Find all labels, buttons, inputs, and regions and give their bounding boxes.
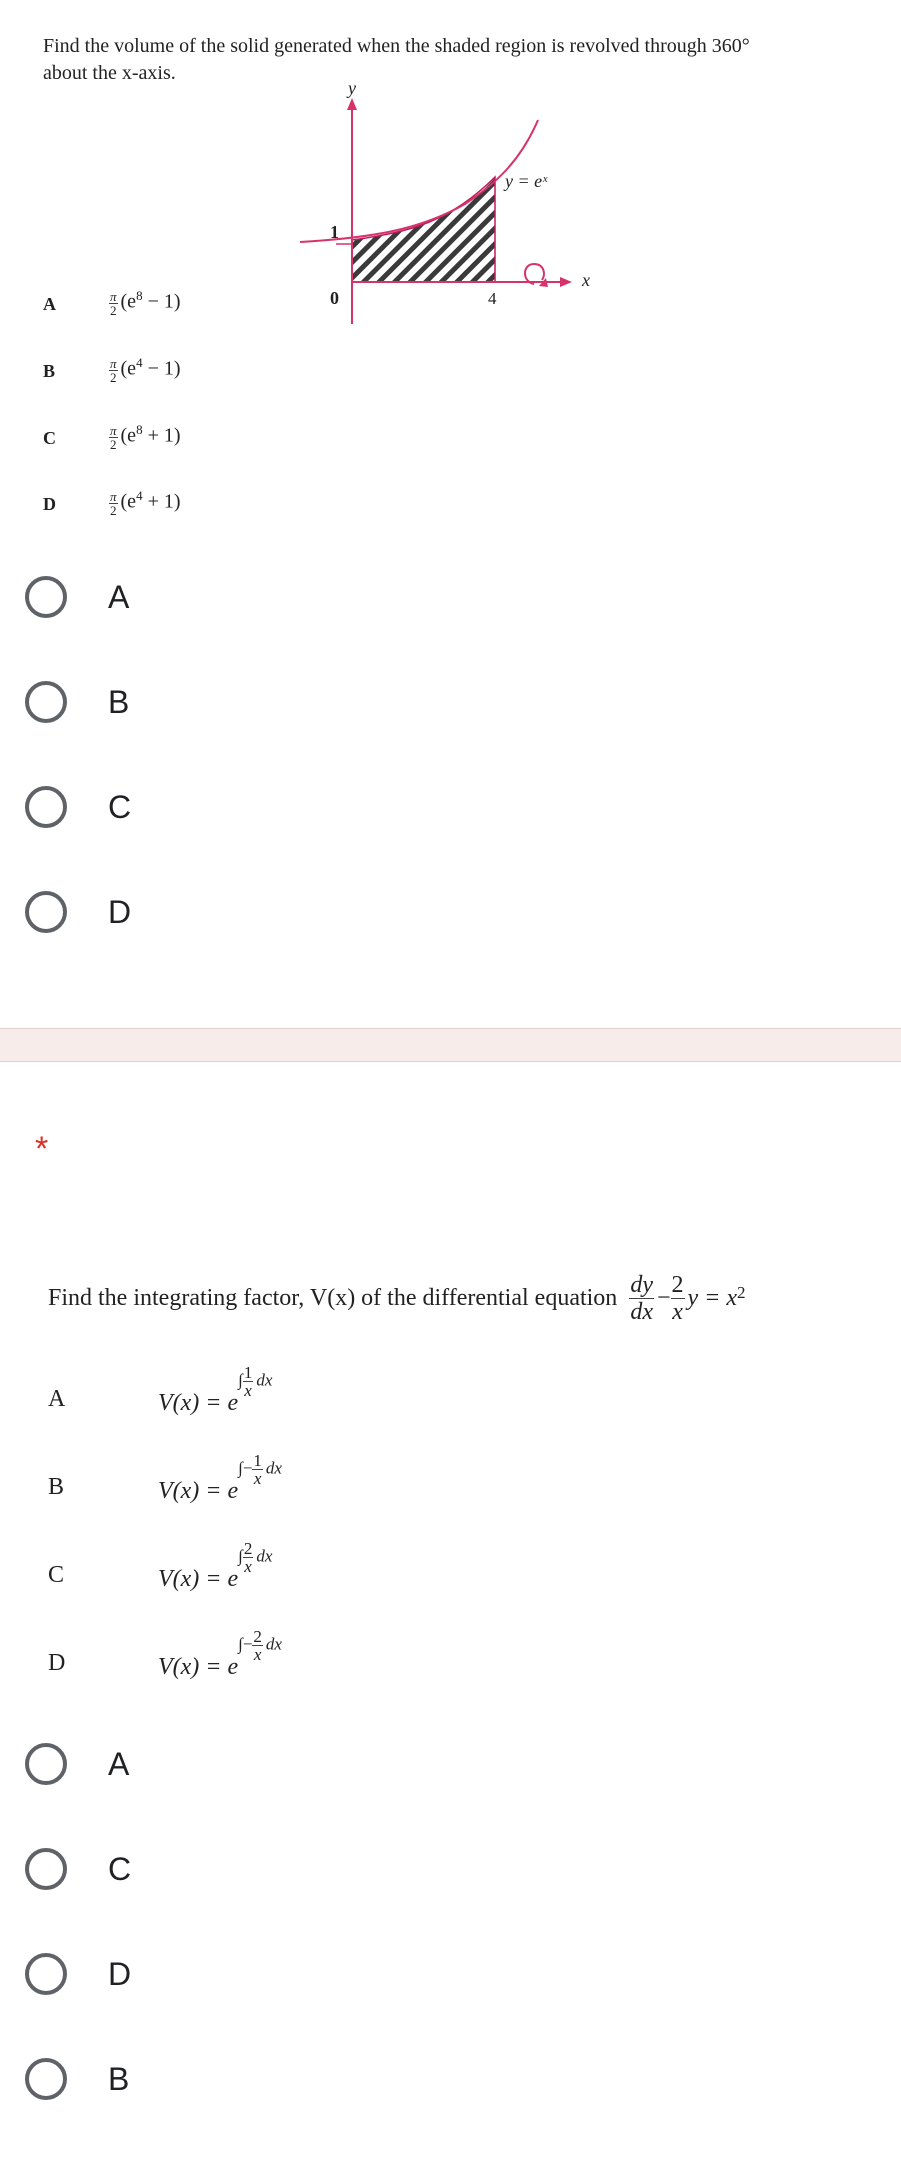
q1-choice-b[interactable] xyxy=(25,672,129,732)
y-axis-label: y xyxy=(348,78,356,98)
expr-lhs: V(x) = e xyxy=(158,1654,239,1680)
exp-sign: − xyxy=(242,1634,253,1654)
y-tick-label: 1 xyxy=(330,222,339,242)
frac-den: 2 xyxy=(110,369,117,385)
option-expression xyxy=(109,355,181,384)
radio-button[interactable] xyxy=(25,891,67,933)
exp-frac xyxy=(252,1628,263,1663)
expr-exp: 4 xyxy=(136,488,143,503)
radio-button[interactable] xyxy=(25,1953,67,1995)
radio-button[interactable] xyxy=(25,786,67,828)
exp-dx: dx xyxy=(265,1458,282,1478)
q2-option-a xyxy=(48,1360,448,1420)
q2-choice-c[interactable] xyxy=(25,1839,131,1899)
question-2-prompt: Find the integrating factor, V(x) of the differential equation xyxy=(48,1285,618,1311)
x-axis-label: x xyxy=(582,270,590,290)
integral-sign: ∫ xyxy=(238,1370,243,1390)
radio-label: C xyxy=(108,1850,132,1887)
frac-num: 2 xyxy=(243,1539,253,1558)
section-divider xyxy=(0,1028,901,1062)
frac-num: 1 xyxy=(253,1451,262,1470)
option-letter: C xyxy=(48,1562,65,1588)
x-axis-arrow-icon xyxy=(560,277,572,287)
radio-button[interactable] xyxy=(25,2058,67,2100)
pi-over-2 xyxy=(109,490,118,517)
expr-base: (e xyxy=(120,424,137,447)
expr-base: (e xyxy=(120,290,137,313)
question-2-text xyxy=(48,1272,746,1325)
option-expression xyxy=(109,488,181,517)
frac-num: π xyxy=(110,488,117,504)
integral-sign: ∫ xyxy=(238,1634,243,1654)
integral-sign: ∫ xyxy=(238,1458,243,1478)
origin-label: 0 xyxy=(330,288,339,308)
frac-den: 2 xyxy=(110,302,117,318)
frac-num: π xyxy=(110,288,117,304)
radio-button[interactable] xyxy=(25,576,67,618)
frac-num: 2 xyxy=(253,1627,262,1646)
minus-sign: − xyxy=(656,1285,671,1311)
option-letter: B xyxy=(43,361,56,381)
radio-button[interactable] xyxy=(25,1848,67,1890)
q2-choice-b[interactable] xyxy=(25,2049,129,2109)
option-expression xyxy=(109,422,181,451)
exp-frac xyxy=(252,1452,263,1487)
shaded-region xyxy=(352,177,495,282)
required-asterisk: * xyxy=(35,1130,49,1168)
radio-label: D xyxy=(108,893,132,930)
frac-den: x xyxy=(672,1299,683,1325)
frac-num: 1 xyxy=(243,1363,253,1382)
expr-tail: − 1) xyxy=(142,357,181,380)
frac-den: x xyxy=(244,1381,252,1400)
pi-over-2 xyxy=(109,424,118,451)
integral-sign: ∫ xyxy=(238,1546,243,1566)
q2-option-d xyxy=(48,1624,448,1684)
radio-label: D xyxy=(108,1955,132,1992)
expr-tail: + 1) xyxy=(142,424,181,447)
expr-tail: − 1) xyxy=(142,290,181,313)
frac-den: 2 xyxy=(110,436,117,452)
expr-exp: 8 xyxy=(136,288,143,303)
option-expression xyxy=(158,1363,273,1425)
radio-label: B xyxy=(108,683,130,720)
expr-lhs: V(x) = e xyxy=(158,1478,239,1504)
question-1-line2: about the x-axis. xyxy=(43,62,176,84)
frac-num: π xyxy=(110,422,117,438)
q2-option-c xyxy=(48,1536,448,1596)
frac-num: dy xyxy=(630,1272,653,1298)
option-expression xyxy=(158,1539,273,1601)
y-axis-arrow-icon xyxy=(347,98,357,110)
differential-equation xyxy=(629,1272,745,1325)
radio-label: B xyxy=(108,2060,130,2097)
equation-exp: 2 xyxy=(737,1282,746,1302)
exp-sign: − xyxy=(242,1458,253,1478)
exponent xyxy=(238,1364,272,1399)
frac-num: π xyxy=(110,355,117,371)
radio-label: A xyxy=(108,578,130,615)
expr-lhs: V(x) = e xyxy=(158,1390,239,1416)
frac-den: dx xyxy=(630,1299,653,1325)
option-expression xyxy=(158,1451,282,1513)
q2-choice-a[interactable] xyxy=(25,1734,129,1794)
exponent xyxy=(238,1540,272,1575)
exp-dx: dx xyxy=(256,1370,273,1390)
option-letter: A xyxy=(43,294,56,314)
two-over-x xyxy=(671,1272,685,1325)
region-graph xyxy=(290,72,600,332)
q1-choice-d[interactable] xyxy=(25,882,131,942)
expr-exp: 4 xyxy=(136,355,143,370)
exponent xyxy=(238,1628,282,1663)
option-letter: C xyxy=(43,428,56,448)
dy-dx xyxy=(629,1272,654,1325)
exp-frac xyxy=(243,1540,254,1575)
curve-label: y = eˣ xyxy=(505,171,548,191)
radio-button[interactable] xyxy=(25,1743,67,1785)
option-letter: D xyxy=(43,494,56,514)
expr-lhs: V(x) = e xyxy=(158,1566,239,1592)
q2-choice-d[interactable] xyxy=(25,1944,131,2004)
expr-base: (e xyxy=(120,490,137,513)
q1-choice-a[interactable] xyxy=(25,567,129,627)
option-letter: D xyxy=(48,1650,66,1676)
pi-over-2 xyxy=(109,290,118,317)
equation-rest: y = x xyxy=(687,1285,738,1311)
radio-label: C xyxy=(108,788,132,825)
exp-dx: dx xyxy=(265,1634,282,1654)
q1-choice-c[interactable] xyxy=(25,777,131,837)
x-tick-label: 4 xyxy=(488,289,497,308)
frac-den: x xyxy=(244,1557,252,1576)
frac-den: x xyxy=(253,1469,262,1488)
frac-num: 2 xyxy=(671,1272,684,1298)
exp-dx: dx xyxy=(256,1546,273,1566)
exponent xyxy=(238,1452,282,1487)
expr-exp: 8 xyxy=(136,422,143,437)
exp-frac xyxy=(243,1364,254,1399)
radio-label: A xyxy=(108,1745,130,1782)
option-expression xyxy=(158,1627,282,1689)
pi-over-2 xyxy=(109,357,118,384)
expr-tail: + 1) xyxy=(142,490,181,513)
frac-den: x xyxy=(253,1645,262,1664)
question-1-line1: Find the volume of the solid generated when the shaded region is revolved through 360° xyxy=(43,35,750,57)
frac-den: 2 xyxy=(110,502,117,518)
expr-base: (e xyxy=(120,357,137,380)
option-letter: B xyxy=(48,1474,65,1500)
radio-button[interactable] xyxy=(25,681,67,723)
q2-option-b xyxy=(48,1448,448,1508)
option-letter: A xyxy=(48,1386,66,1412)
option-expression xyxy=(109,288,181,317)
